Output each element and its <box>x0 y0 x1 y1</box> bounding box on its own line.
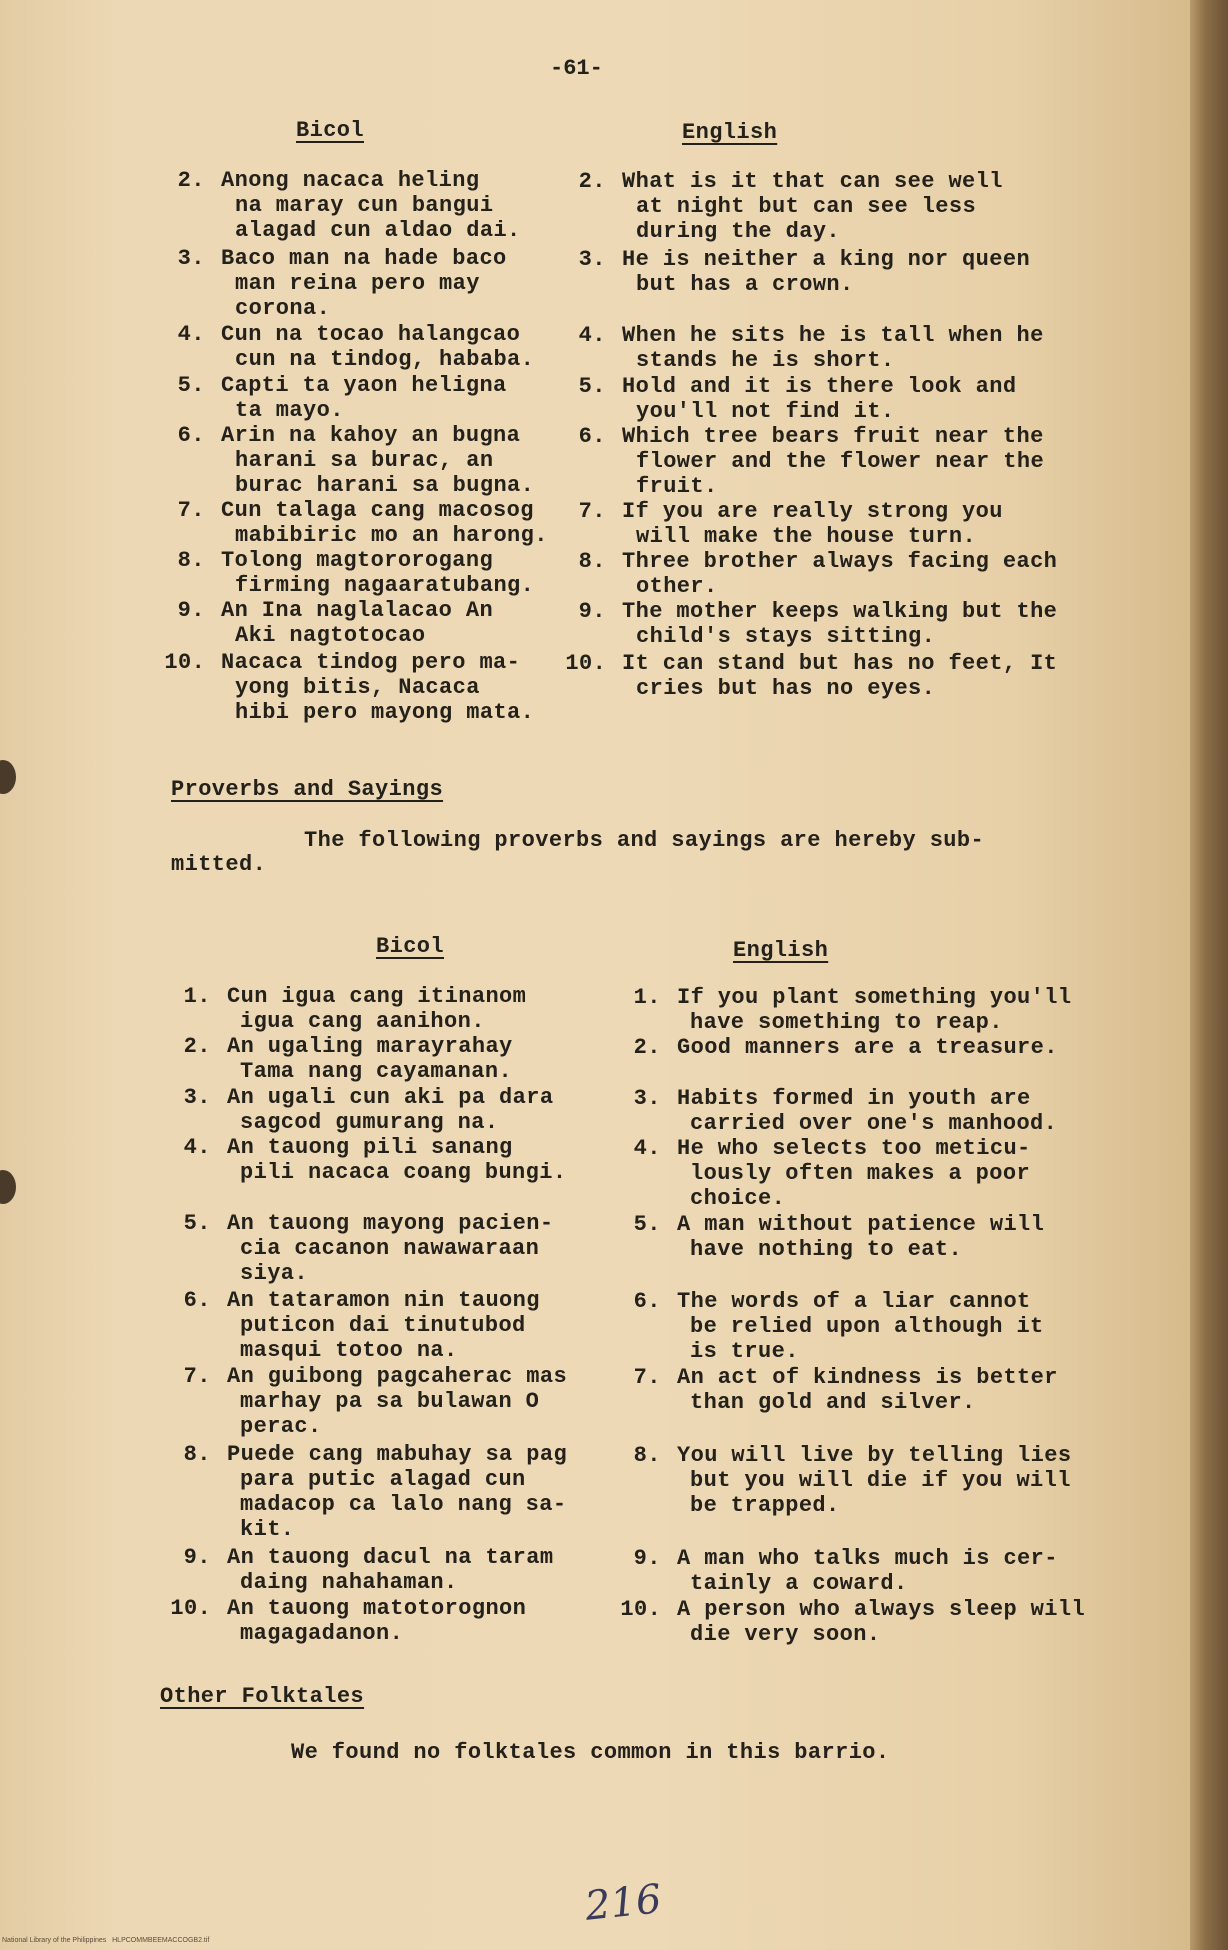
english-text-line: You will live by telling lies <box>677 1443 1072 1468</box>
riddles-bicol-header: Bicol <box>296 118 365 143</box>
bicol-text-line: siya. <box>240 1261 309 1286</box>
bicol-item-number: 2. <box>177 168 205 193</box>
bicol-text-line: Puede cang mabuhay sa pag <box>227 1442 568 1467</box>
bicol-text-line: Cun igua cang itinanom <box>227 984 527 1009</box>
bicol-text-line: burac harani sa bugna. <box>235 473 535 498</box>
english-text-line: choice. <box>690 1186 786 1211</box>
bicol-text-line: An tauong pili sanang <box>227 1135 513 1160</box>
bicol-item-number: 10. <box>164 650 206 675</box>
page-number: -61- <box>550 56 603 81</box>
english-item-number: 10. <box>565 651 607 676</box>
bicol-text-line: mabibiric mo an harong. <box>235 523 548 548</box>
english-item-number: 4. <box>578 323 606 348</box>
binding-hole <box>0 1170 16 1204</box>
english-item-number: 3. <box>578 247 606 272</box>
bicol-text-line: sagcod gumurang na. <box>240 1110 499 1135</box>
english-text-line: A man without patience will <box>677 1212 1045 1237</box>
bicol-text-line: alagad cun aldao dai. <box>235 218 521 243</box>
bicol-item-number: 1. <box>183 984 211 1009</box>
proverbs-intro-line2: mitted. <box>171 852 267 877</box>
footer-caption: National Library of the Philippines HLPCOMMBEEMACCOGB2.tif <box>2 1937 210 1944</box>
bicol-text-line: An guibong pagcaherac mas <box>227 1364 568 1389</box>
english-item-number: 2. <box>633 1035 661 1060</box>
bicol-item-number: 9. <box>177 598 205 623</box>
proverbs-bicol-header: Bicol <box>376 934 445 959</box>
riddles-english-header: English <box>682 120 778 145</box>
english-text-line: be trapped. <box>690 1493 840 1518</box>
bicol-text-line: harani sa burac, an <box>235 448 494 473</box>
english-text-line: Good manners are a treasure. <box>677 1035 1058 1060</box>
english-text-line: die very soon. <box>690 1622 881 1647</box>
english-text-line: It can stand but has no feet, It <box>622 651 1058 676</box>
bicol-text-line: firming nagaaratubang. <box>235 573 535 598</box>
bicol-item-number: 8. <box>183 1442 211 1467</box>
english-text-line: cries but has no eyes. <box>636 676 936 701</box>
english-text-line: other. <box>636 574 718 599</box>
bicol-text-line: An tauong mayong pacien- <box>227 1211 554 1236</box>
bicol-text-line: kit. <box>240 1517 295 1542</box>
english-text-line: The words of a liar cannot <box>677 1289 1031 1314</box>
english-item-number: 6. <box>578 424 606 449</box>
folktales-heading: Other Folktales <box>160 1684 365 1709</box>
bicol-text-line: Arin na kahoy an bugna <box>221 423 521 448</box>
english-text-line: A person who always sleep will <box>677 1597 1086 1622</box>
bicol-item-number: 10. <box>170 1596 212 1621</box>
bicol-item-number: 3. <box>183 1085 211 1110</box>
english-text-line: He is neither a king nor queen <box>622 247 1031 272</box>
bicol-item-number: 7. <box>183 1364 211 1389</box>
bicol-text-line: Baco man na hade baco <box>221 246 507 271</box>
bicol-item-number: 5. <box>183 1211 211 1236</box>
english-text-line: Which tree bears fruit near the <box>622 424 1044 449</box>
bicol-text-line: Aki nagtotocao <box>235 623 426 648</box>
english-item-number: 7. <box>633 1365 661 1390</box>
bicol-item-number: 9. <box>183 1545 211 1570</box>
book-binding <box>1190 0 1228 1950</box>
bicol-text-line: marhay pa sa bulawan O <box>240 1389 540 1414</box>
bicol-text-line: magagadanon. <box>240 1621 404 1646</box>
bicol-item-number: 5. <box>177 373 205 398</box>
bicol-text-line: cun na tindog, hababa. <box>235 347 535 372</box>
bicol-text-line: yong bitis, Nacaca <box>235 675 480 700</box>
english-text-line: have nothing to eat. <box>690 1237 963 1262</box>
english-item-number: 10. <box>620 1597 662 1622</box>
english-text-line: Habits formed in youth are <box>677 1086 1031 1111</box>
english-text-line: be relied upon although it <box>690 1314 1044 1339</box>
bicol-text-line: daing nahahaman. <box>240 1570 458 1595</box>
english-item-number: 5. <box>633 1212 661 1237</box>
bicol-text-line: An tataramon nin tauong <box>227 1288 540 1313</box>
english-text-line: carried over one's manhood. <box>690 1111 1058 1136</box>
bicol-item-number: 2. <box>183 1034 211 1059</box>
bicol-text-line: Cun na tocao halangcao <box>221 322 521 347</box>
english-item-number: 5. <box>578 374 606 399</box>
english-text-line: but you will die if you will <box>690 1468 1071 1493</box>
english-item-number: 8. <box>578 549 606 574</box>
bicol-text-line: Anong nacaca heling <box>221 168 480 193</box>
english-text-line: The mother keeps walking but the <box>622 599 1058 624</box>
bicol-text-line: An tauong matotorognon <box>227 1596 527 1621</box>
bicol-text-line: man reina pero may <box>235 271 480 296</box>
english-text-line: but has a crown. <box>636 272 854 297</box>
english-text-line: tainly a coward. <box>690 1571 908 1596</box>
proverbs-intro-line1: The following proverbs and sayings are hereby sub- <box>304 828 985 853</box>
bicol-text-line: An Ina naglalacao An <box>221 598 494 623</box>
bicol-text-line: An ugali cun aki pa dara <box>227 1085 554 1110</box>
english-text-line: What is it that can see well <box>622 169 1003 194</box>
bicol-item-number: 6. <box>177 423 205 448</box>
bicol-item-number: 8. <box>177 548 205 573</box>
english-text-line: He who selects too meticu- <box>677 1136 1031 1161</box>
english-text-line: A man who talks much is cer- <box>677 1546 1058 1571</box>
proverbs-english-header: English <box>733 938 829 963</box>
english-item-number: 9. <box>578 599 606 624</box>
bicol-text-line: puticon dai tinutubod <box>240 1313 526 1338</box>
bicol-item-number: 6. <box>183 1288 211 1313</box>
english-item-number: 6. <box>633 1289 661 1314</box>
english-text-line: Hold and it is there look and <box>622 374 1017 399</box>
english-item-number: 9. <box>633 1546 661 1571</box>
english-text-line: stands he is short. <box>636 348 895 373</box>
english-text-line: Three brother always facing each <box>622 549 1058 574</box>
english-text-line: lously often makes a poor <box>690 1161 1031 1186</box>
english-text-line: during the day. <box>636 219 841 244</box>
bicol-text-line: madacop ca lalo nang sa- <box>240 1492 567 1517</box>
bicol-text-line: na maray cun bangui <box>235 193 494 218</box>
bicol-item-number: 3. <box>177 246 205 271</box>
binding-hole <box>0 760 16 794</box>
bicol-text-line: hibi pero mayong mata. <box>235 700 535 725</box>
english-item-number: 8. <box>633 1443 661 1468</box>
english-text-line: An act of kindness is better <box>677 1365 1058 1390</box>
bicol-text-line: para putic alagad cun <box>240 1467 526 1492</box>
bicol-text-line: An tauong dacul na taram <box>227 1545 554 1570</box>
bicol-text-line: pili nacaca coang bungi. <box>240 1160 567 1185</box>
bicol-text-line: Tama nang cayamanan. <box>240 1059 513 1084</box>
handwritten-page-number: 216 <box>582 1876 664 1930</box>
bicol-text-line: ta mayo. <box>235 398 344 423</box>
bicol-text-line: Capti ta yaon heligna <box>221 373 507 398</box>
bicol-text-line: perac. <box>240 1414 322 1439</box>
bicol-text-line: Cun talaga cang macosog <box>221 498 534 523</box>
english-text-line: fruit. <box>636 474 718 499</box>
english-text-line: than gold and silver. <box>690 1390 976 1415</box>
english-text-line: When he sits he is tall when he <box>622 323 1044 348</box>
english-item-number: 3. <box>633 1086 661 1111</box>
bicol-text-line: masqui totoo na. <box>240 1338 458 1363</box>
bicol-text-line: corona. <box>235 296 331 321</box>
english-text-line: you'll not find it. <box>636 399 895 424</box>
english-text-line: at night but can see less <box>636 194 977 219</box>
english-item-number: 1. <box>633 985 661 1010</box>
bicol-text-line: Nacaca tindog pero ma- <box>221 650 521 675</box>
english-text-line: If you are really strong you <box>622 499 1003 524</box>
english-text-line: flower and the flower near the <box>636 449 1045 474</box>
bicol-item-number: 4. <box>183 1135 211 1160</box>
english-item-number: 4. <box>633 1136 661 1161</box>
english-item-number: 2. <box>578 169 606 194</box>
english-text-line: have something to reap. <box>690 1010 1003 1035</box>
english-item-number: 7. <box>578 499 606 524</box>
proverbs-heading: Proverbs and Sayings <box>171 777 444 802</box>
english-text-line: child's stays sitting. <box>636 624 936 649</box>
bicol-text-line: Tolong magtororogang <box>221 548 494 573</box>
english-text-line: If you plant something you'll <box>677 985 1072 1010</box>
english-text-line: will make the house turn. <box>636 524 977 549</box>
bicol-item-number: 7. <box>177 498 205 523</box>
bicol-text-line: cia cacanon nawawaraan <box>240 1236 540 1261</box>
bicol-text-line: An ugaling marayrahay <box>227 1034 513 1059</box>
bicol-item-number: 4. <box>177 322 205 347</box>
folktales-text: We found no folktales common in this barrio. <box>291 1740 890 1765</box>
bicol-text-line: igua cang aanihon. <box>240 1009 485 1034</box>
english-text-line: is true. <box>690 1339 799 1364</box>
